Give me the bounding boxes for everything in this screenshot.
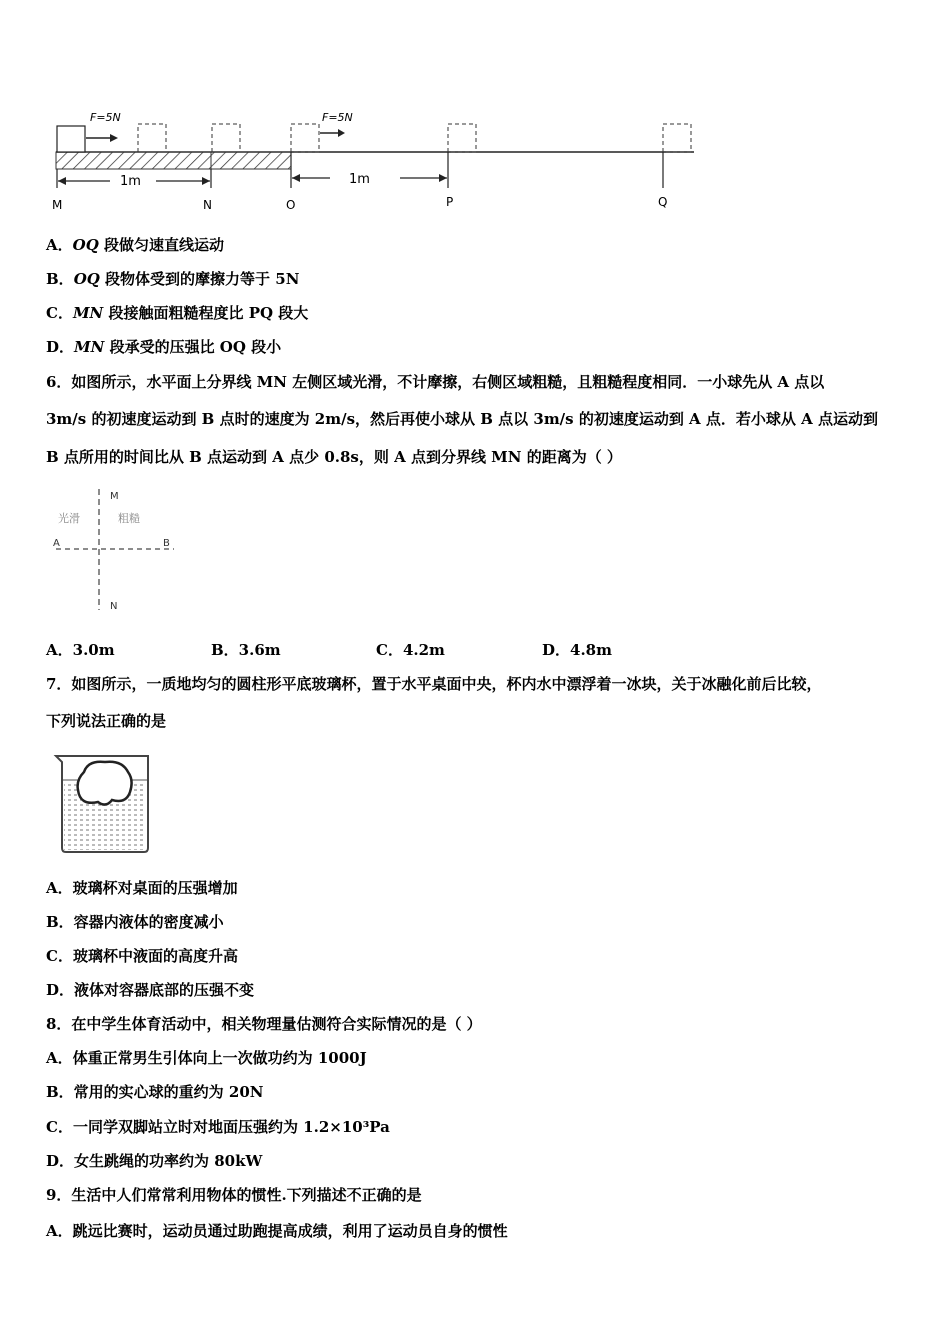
q6-stem-line-1: 6．如图所示，水平面上分界线 MN 左侧区域光滑，不计摩擦，右侧区域粗糙，且粗糙程度相同．一小球先从 A 点以: [46, 373, 825, 391]
point-n: N: [203, 198, 212, 212]
q6-option-c: C．4.2m: [376, 641, 445, 659]
q5-option-b: B．OQ 段物体受到的摩擦力等于 5N: [46, 270, 300, 288]
q6-option-a: A．3.0m: [46, 641, 115, 659]
q9-option-a: A．跳远比赛时，运动员通过助跑提高成绩，利用了运动员自身的惯性: [46, 1222, 508, 1240]
q5-figure: [46, 105, 706, 215]
q8-option-a: A．体重正常男生引体向上一次做功约为 1000J: [46, 1049, 367, 1067]
q7-beaker-figure: [50, 748, 160, 858]
rough-surface: [56, 152, 291, 169]
point-q: Q: [658, 195, 668, 209]
q7-option-d: D．液体对容器底部的压强不变: [46, 981, 255, 999]
q6-stem-line-3: B 点所用的时间比从 B 点运动到 A 点少 0.8s，则 A 点到分界线 MN 的距离为（ ）: [46, 448, 622, 466]
q9-stem: 9．生活中人们常常利用物体的惯性.下列描述不正确的是: [46, 1186, 422, 1204]
dist-label-2: 1m: [349, 172, 370, 187]
point-p: P: [446, 195, 454, 209]
q5-option-d: D．MN 段承受的压强比 OQ 段小: [46, 338, 282, 356]
q7-option-c: C．玻璃杯中液面的高度升高: [46, 947, 238, 965]
dist-label-1: 1m: [120, 174, 141, 189]
q8-stem: 8．在中学生体育活动中，相关物理量估测符合实际情况的是（ ）: [46, 1015, 482, 1033]
point-m: M: [52, 198, 63, 212]
q7-stem-line-2: 下列说法正确的是: [46, 712, 167, 730]
q8-option-d: D．女生跳绳的功率约为 80kW: [46, 1152, 263, 1170]
q6-option-d: D．4.8m: [542, 641, 612, 659]
block-solid: [57, 126, 85, 152]
q6-label-rough: 粗糙: [118, 512, 140, 525]
q6-stem-line-2: 3m/s 的初速度运动到 B 点时的速度为 2m/s，然后再使小球从 B 点以 3m/s 的初速度运动到 A 点．若小球从 A 点运动到: [46, 410, 878, 428]
q6-label-a: A: [53, 538, 60, 549]
q6-option-b: B．3.6m: [211, 641, 281, 659]
point-o: O: [286, 198, 296, 212]
q6-label-smooth: 光滑: [58, 512, 80, 525]
q7-stem-line-1: 7．如图所示，一质地均匀的圆柱形平底玻璃杯，置于水平桌面中央，杯内水中漂浮着一冰块，关于冰融化前后比较，: [46, 675, 822, 693]
q6-figure: [46, 485, 186, 615]
q8-option-c: C．一同学双脚站立时对地面压强约为 1.2×10³Pa: [46, 1118, 390, 1136]
force-label-2: F=5N: [322, 111, 353, 124]
force-label-1: F=5N: [90, 111, 121, 124]
q7-option-b: B．容器内液体的密度减小: [46, 913, 224, 931]
q5-option-c: C．MN 段接触面粗糙程度比 PQ 段大: [46, 304, 309, 322]
q5-option-a: A．OQ 段做匀速直线运动: [46, 236, 225, 254]
q8-option-b: B．常用的实心球的重约为 20N: [46, 1083, 264, 1101]
q6-label-b: B: [163, 538, 170, 549]
q6-label-n: N: [110, 601, 118, 612]
q7-option-a: A．玻璃杯对桌面的压强增加: [46, 879, 238, 897]
q6-label-m: M: [110, 491, 119, 502]
